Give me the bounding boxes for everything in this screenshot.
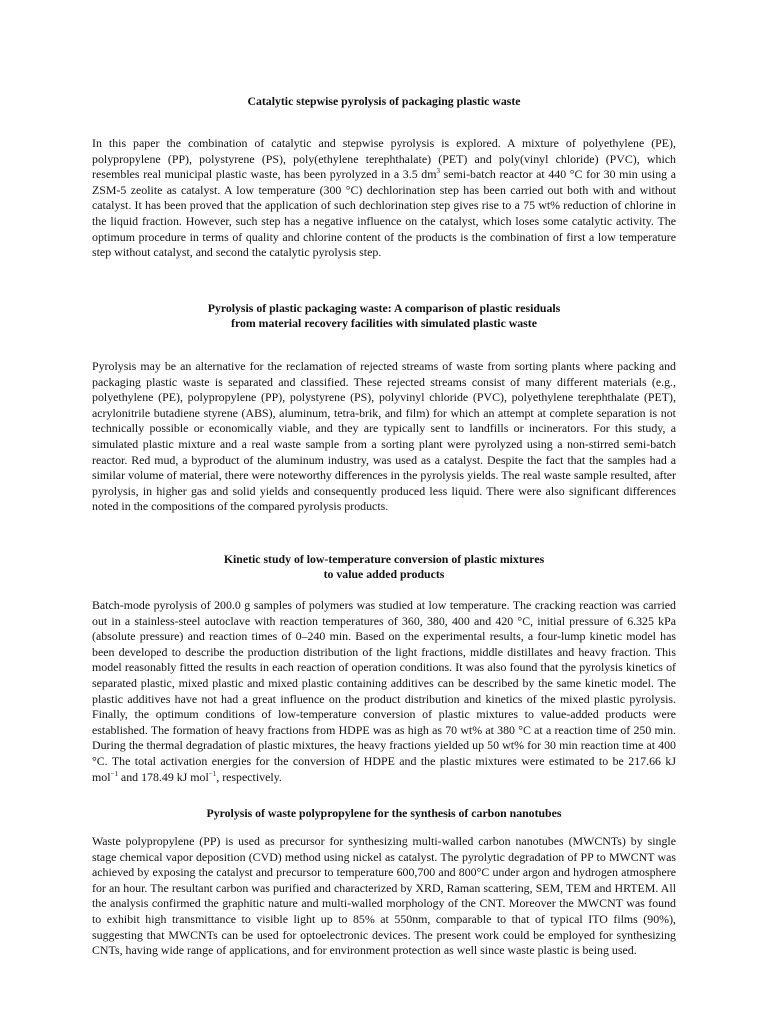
section-3-title [92,552,676,582]
section-1-abstract-text-cont: semi-batch reactor at 440 °C for 30 min using a ZSM-5 zeolite as catalyst. A low temperature (300 °C) dechlorination step has been carried out both with and without catalyst. It has been proved that the application of such dechlorination step gives rise to a 75 wt% reduction of chlorine in the liquid fraction. However, such step has a negative influence on the catalyst, which loses some catalytic activity. The optimum procedure in terms of quality and chlorine content of the products is the combination of first a low temperature step without catalyst, and second the catalytic pyrolysis step. [92,167,676,260]
section-2-abstract: Pyrolysis may be an alternative for the reclamation of rejected streams of waste from sorting plants where packing and packaging plastic waste is separated and classified. These rejected streams consist of many different materials (e.g., polyethylene (PE), polypropylene (PP), polystyrene (PS), polyvinyl chloride (PVC), polyethylene terephthalate (PET), acrylonitrile butadiene styrene (ABS), aluminum, tetra-brik, and film) for which an attempt at complete separation is not technically possible or economically viable, and they are typically sent to landfills or incinerators. For this study, a simulated plastic mixture and a real waste sample from a sorting plant were pyrolyzed using a non-stirred semi-batch reactor. Red mud, a byproduct of the aluminum industry, was used as a catalyst. Despite the fact that the samples had a similar volume of material, there were noteworthy differences in the pyrolysis yields. The real waste sample resulted, after pyrolysis, in higher gas and solid yields and consequently produced less liquid. There were also significant differences noted in the compositions of the compared pyrolysis products. [92,359,676,514]
section-2-title-line-2: from material recovery facilities with simulated plastic waste [231,316,537,330]
section-1-title-line: Catalytic stepwise pyrolysis of packaging plastic waste [247,94,521,108]
superscript: 3 [436,167,440,176]
section-3-title-line-2: to value added products [323,567,445,581]
section-4-abstract: Waste polypropylene (PP) is used as precursor for synthesizing multi-walled carbon nanotubes (MWCNTs) by single stage chemical vapor deposition (CVD) method using nickel as catalyst. The pyrolytic degradation of PP to MWCNT was achieved by exposing the catalyst and precursor to temperature 600,700 and 800°C under argon and hydrogen atmosphere for an hour. The resultant carbon was purified and characterized by XRD, Raman scattering, SEM, TEM and HRTEM. All the analysis confirmed the graphitic nature and multi-walled morphology of the CNT. Moreover the MWCNT was found to exhibit high transmittance to visible light up to 85% at 550nm, comparable to that of typical ITO films (90%), suggesting that MWCNTs can be used for optoelectronic devices. The present work could be employed for synthesizing CNTs, having wide range of applications, and for environment protection as well since waste plastic is being used. [92,834,676,958]
section-3-abstract-text: Batch-mode pyrolysis of 200.0 g samples of polymers was studied at low temperature. The cracking reaction was carried out in a stainless-steel autoclave with reaction temperatures of 360, 380, 400 and 420 °C, initial pressure of 6.325 kPa (absolute pressure) and reaction times of 0–240 min. Based on the experimental results, a four-lump kinetic model has been developed to describe the production distribution of the light fractions, middle distillates and heavy fraction. This model reasonably fitted the results in each reaction of operation conditions. It was also found that the pyrolysis kinetics of separated plastic, mixed plastic and mixed plastic containing additives can be described by the same kinetic model. The plastic additives have not had a great influence on the product distribution and kinetics of the mixed plastic pyrolysis. Finally, the optimum conditions of low-temperature conversion of plastic mixtures to value-added products were established. The formation of heavy fractions from HDPE was as high as 70 wt% at 380 °C at a reaction time of 250 min. During the thermal degradation of plastic mixtures, the heavy fractions yielded up 50 wt% for 30 min reaction time at 400 °C. The total activation energies for the conversion of HDPE and the plastic mixtures were estimated to be 217.66 kJ mol [92,598,676,784]
section-3-abstract-text-cont: and 178.49 kJ mol [117,769,209,784]
superscript: −1 [110,769,118,778]
section-1-abstract-text: In this paper the combination of catalytic and stepwise pyrolysis is explored. A mixture of polyethylene (PE), polypropylene (PP), polystyrene (PS), poly(ethylene terephthalate) (PET) and poly(vinyl chloride) (PVC), which resembles real municipal plastic waste, has been pyrolyzed in a 3.5 dm [92,136,676,182]
superscript: −1 [208,769,217,778]
section-3-abstract-text-end: , respectively. [216,769,282,784]
section-1-title [92,94,676,109]
section-1-abstract [92,136,676,261]
section-3-title-line-1: Kinetic study of low-temperature conversion of plastic mixtures [223,552,545,566]
section-4-title-line: Pyrolysis of waste polypropylene for the synthesis of carbon nanotubes [206,806,562,820]
section-3-abstract [92,598,676,785]
section-2-title [92,301,676,331]
section-4-title [92,806,676,821]
section-2-title-line-1: Pyrolysis of plastic packaging waste: A comparison of plastic residuals [207,301,561,315]
